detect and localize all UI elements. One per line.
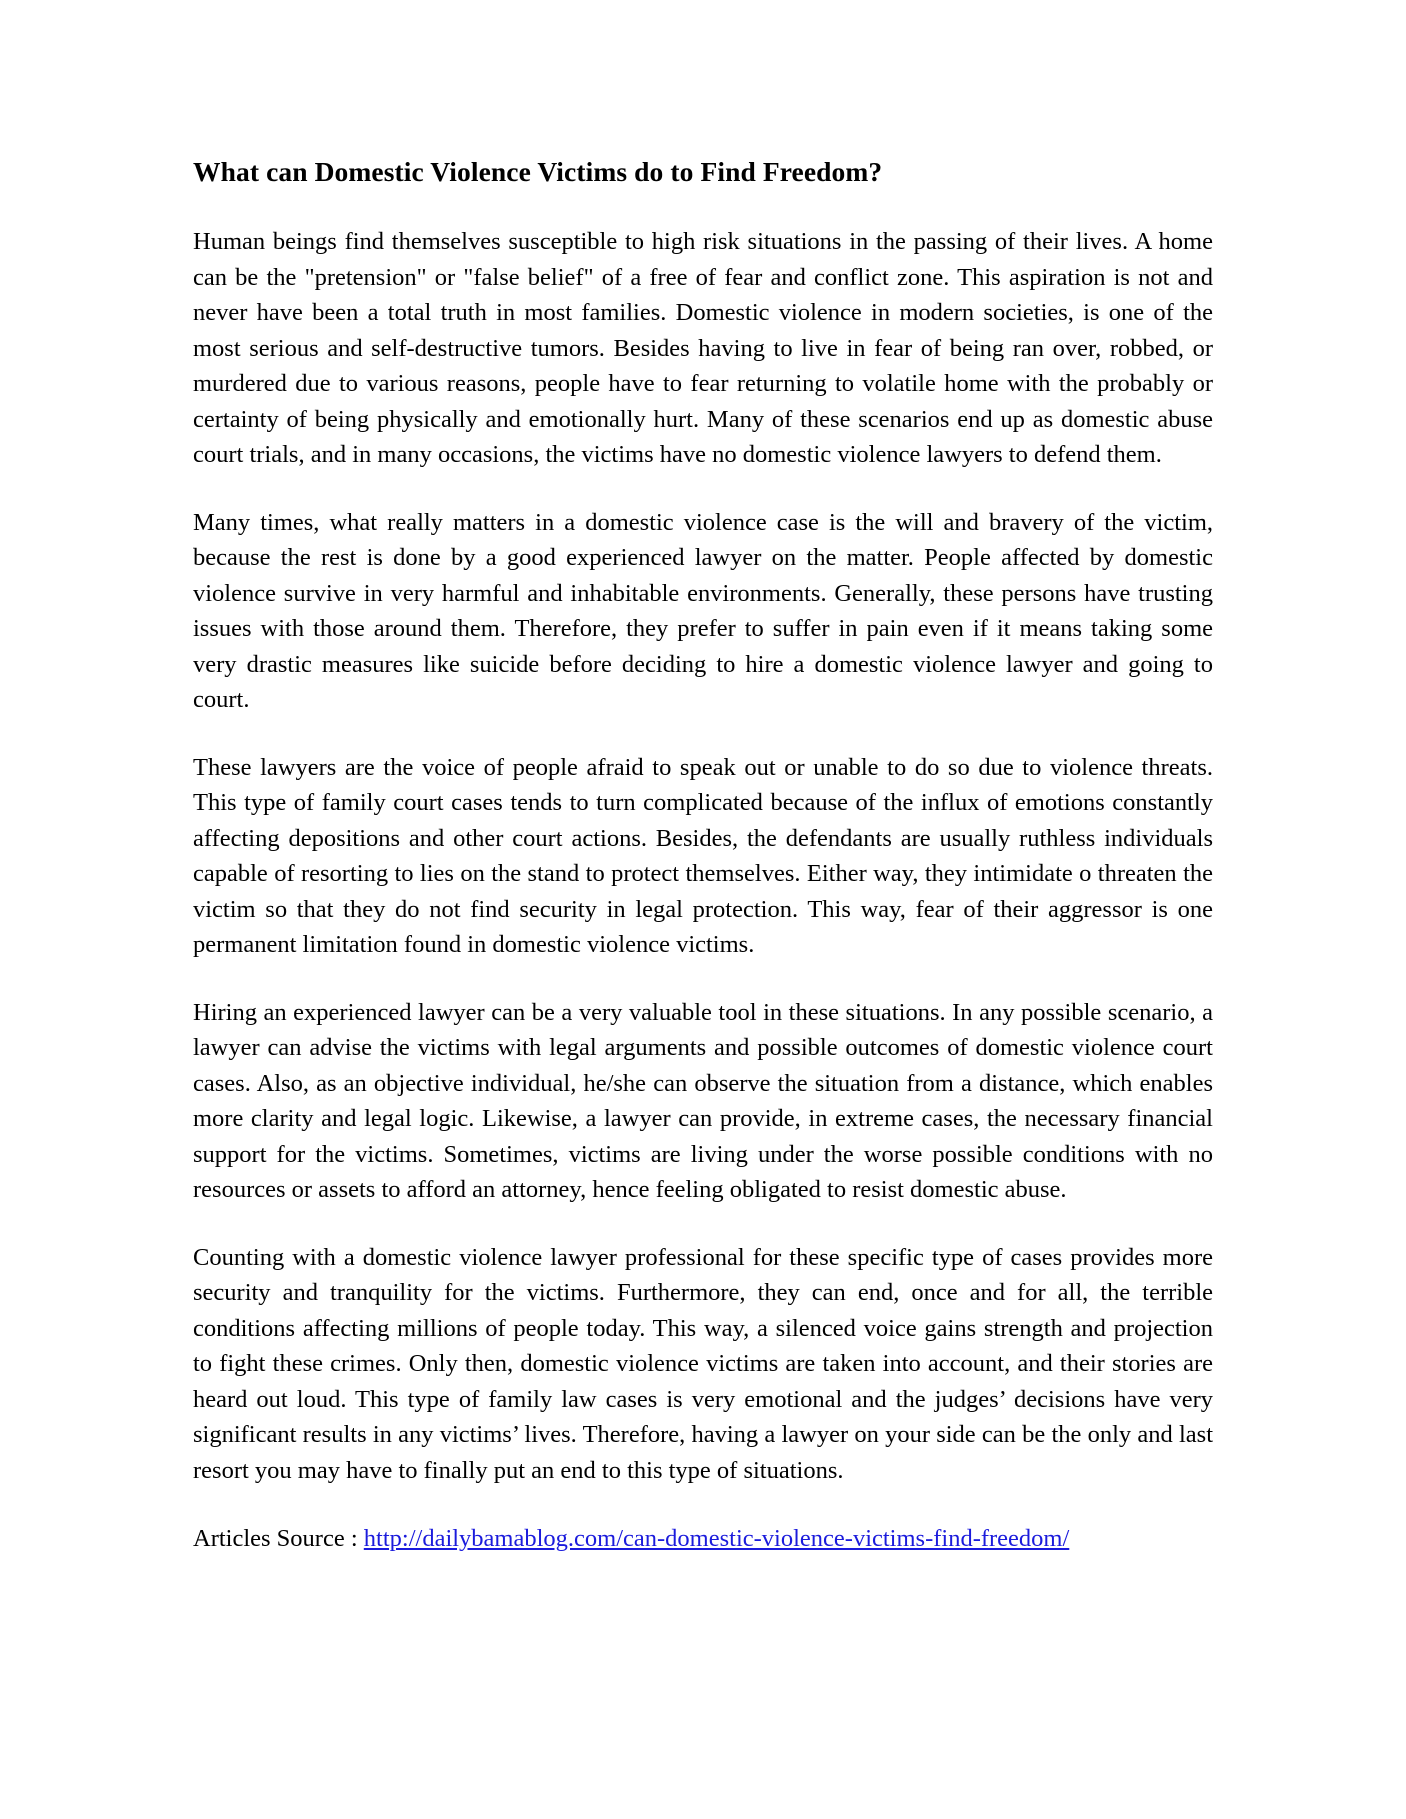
paragraph-1: Human beings find themselves susceptible to high risk situations in the passing of their lives. A home can be the "pretension" or "false belief" of a free of fear and conflict zone. This aspiration is not and never have been a total truth in most families. Domestic violence in modern societies, is one of the most serious and self-destructive tumors. Besides having to live in fear of being ran over, robbed, or murdered due to various reasons, people have to fear returning to volatile home with the probably or certainty of being physically and emotionally hurt. Many of these scenarios end up as domestic abuse court trials, and in many occasions, the victims have no domestic violence lawyers to defend them. <box>193 228 1213 469</box>
source-label: Articles Source : <box>193 1524 364 1552</box>
source-line <box>193 1521 1213 1557</box>
paragraph-3: These lawyers are the voice of people afraid to speak out or unable to do so due to violence threats. This type of family court cases tends to turn complicated because of the influx of emotions constantly affecting depositions and other court actions. Besides, the defendants are usually ruthless individuals capable of resorting to lies on the stand to protect themselves. Either way, they intimidate o threaten the victim so that they do not find security in legal protection. This way, fear of their aggressor is one permanent limitation found in domestic violence victims. <box>193 753 1213 959</box>
source-link[interactable]: http://dailybamablog.com/can-domestic-violence-victims-find-freedom/ <box>363 1524 1070 1552</box>
paragraph-2: Many times, what really matters in a domestic violence case is the will and bravery of the victim, because the rest is done by a good experienced lawyer on the matter. People affected by domestic violence survive in very harmful and inhabitable environments. Generally, these persons have trusting issues with those around them. Therefore, they prefer to suffer in pain even if it means taking some very drastic measures like suicide before deciding to hire a domestic violence lawyer and going to court. <box>193 508 1213 714</box>
paragraph-5: Counting with a domestic violence lawyer professional for these specific type of cases provides more security and tranquility for the victims. Furthermore, they can end, once and for all, the terrible conditions affecting millions of people today. This way, a silenced voice gains strength and projection to fight these crimes. Only then, domestic violence victims are taken into account, and their stories are heard out loud. This type of family law cases is very emotional and the judges’ decisions have very significant results in any victims’ lives. Therefore, having a lawyer on your side can be the only and last resort you may have to finally put an end to this type of situations. <box>193 1243 1213 1484</box>
document-content <box>193 155 1213 1556</box>
page-title: What can Domestic Violence Victims do to Find Freedom? <box>193 156 883 187</box>
paragraph-4: Hiring an experienced lawyer can be a very valuable tool in these situations. In any possible scenario, a lawyer can advise the victims with legal arguments and possible outcomes of domestic violence court cases. Also, as an objective individual, he/she can observe the situation from a distance, which enables more clarity and legal logic. Likewise, a lawyer can provide, in extreme cases, the necessary financial support for the victims. Sometimes, victims are living under the worse possible conditions with no resources or assets to afford an attorney, hence feeling obligated to resist domestic abuse. <box>193 998 1213 1204</box>
